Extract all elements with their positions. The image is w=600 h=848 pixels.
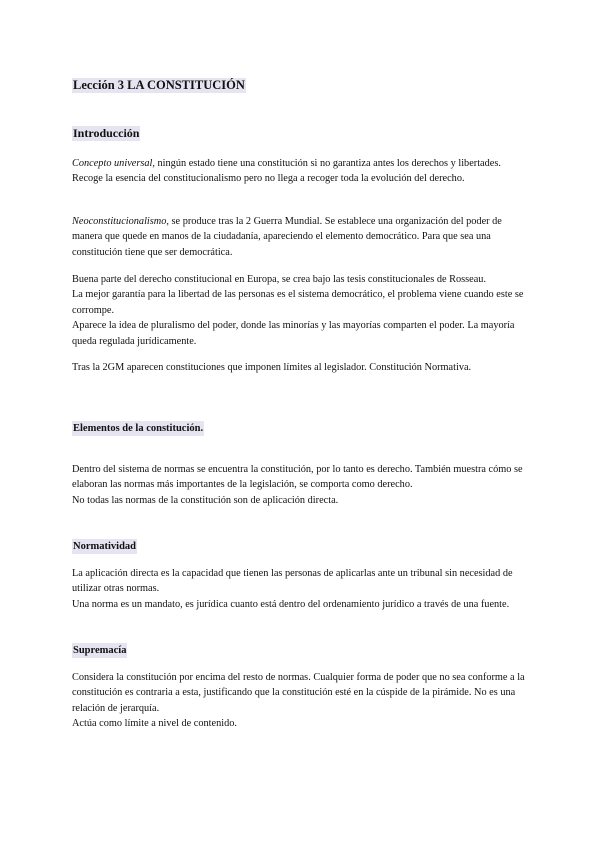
intro-heading: Introducción	[73, 126, 140, 140]
intro-paragraph-1	[72, 156, 534, 187]
intro-p1-text: ningún estado tiene una constitución si no garantiza antes los derechos y libertades. Recoge la esencia del constitucionalismo pero no llega a recoger toda la evolución del derecho.	[72, 158, 501, 185]
normatividad-p-line-1: La aplicación directa es la capacidad que tienen las personas de aplicarlas ante un tribunal sin necesidad de utilizar otras normas.	[72, 568, 513, 595]
elementos-p-line-1: Dentro del sistema de normas se encuentra la constitución, por lo tanto es derecho. También muestra cómo se elaboran las normas más importantes de la legislación, se comporta como derecho.	[72, 464, 523, 491]
supremacia-heading: Supremacía	[73, 645, 127, 656]
elementos-heading: Elementos de la constitución.	[73, 423, 204, 434]
intro-p3-line-2: La mejor garantía para la libertad de las personas es el sistema democrático, el problema viene cuando este se corrompe.	[72, 289, 524, 316]
intro-p1-lead: Concepto universal,	[72, 158, 155, 169]
intro-paragraph-2	[72, 214, 534, 260]
elementos-heading-block	[72, 418, 534, 436]
supremacia-p-line-1: Considera la constitución por encima del resto de normas. Cualquier forma de poder que no sea conforme a la constitución es contraria a esta, justificando que la constitución esté en la cúspide de la pirámide. No es una relación de jerarquía.	[72, 672, 525, 714]
normatividad-p-line-2: Una norma es un mandato, es jurídica cuanto está dentro del ordenamiento jurídico a través de una fuente.	[72, 598, 510, 610]
supremacia-paragraph	[72, 670, 534, 732]
supremacia-heading-block	[72, 640, 534, 658]
supremacia-p-line-2: Actúa como límite a nivel de contenido.	[72, 718, 237, 730]
intro-heading-block	[72, 124, 534, 142]
elementos-p-line-2: No todas las normas de la constitución son de aplicación directa.	[72, 494, 339, 506]
page-title-block	[72, 76, 534, 94]
page-title: Lección 3 LA CONSTITUCIÓN	[73, 78, 245, 92]
intro-p3-line-3: Aparece la idea de pluralismo del poder, donde las minorías y las mayorías comparten el poder. La mayoría queda regulada jurídicamente.	[72, 320, 515, 347]
intro-p2-text: se produce tras la 2 Guerra Mundial. Se establece una organización del poder de manera que quede en manos de la ciudadanía, apareciendo el elemento democrático. Para que sea una constitución tiene que ser democrática.	[72, 216, 502, 258]
intro-paragraph-4: Tras la 2GM aparecen constituciones que imponen límites al legislador. Constitución Normativa.	[72, 362, 472, 373]
normatividad-paragraph	[72, 566, 534, 612]
intro-p2-lead: Neoconstitucionalismo,	[72, 216, 169, 227]
intro-paragraph-3	[72, 272, 534, 349]
normatividad-heading-block	[72, 536, 534, 554]
intro-p3-line-1: Buena parte del derecho constitucional en Europa, se crea bajo las tesis constitucionales de Rosseau.	[72, 274, 487, 285]
elementos-paragraph	[72, 462, 534, 508]
normatividad-heading: Normatividad	[73, 541, 136, 552]
